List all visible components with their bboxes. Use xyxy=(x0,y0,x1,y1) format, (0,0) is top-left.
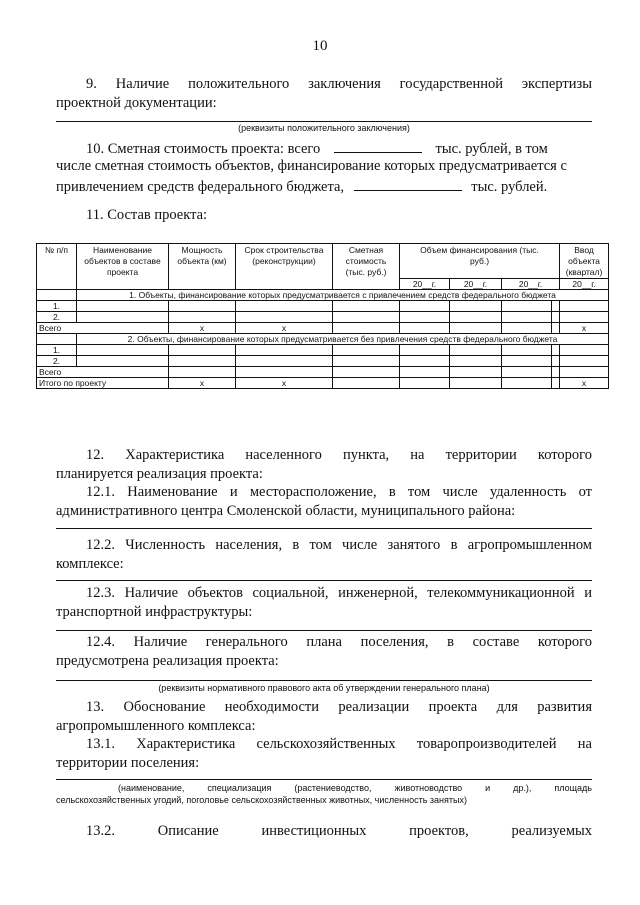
year-1: 20__г. xyxy=(400,279,450,290)
s12-1-line2: административного центра Смоленской области, муниципального района: xyxy=(56,503,516,519)
s10-line1-b: тыс. рублей, в том xyxy=(435,141,548,157)
table-header-row xyxy=(37,244,609,279)
s13-1-line2: территории поселения: xyxy=(56,755,200,771)
table-row xyxy=(37,345,609,356)
project-composition-table xyxy=(36,243,609,389)
s12-3-line1: 12.3. Наличие объектов социальной, инженерной, телекоммуникационной и xyxy=(86,585,592,601)
s10-line1 xyxy=(86,138,592,159)
s13-1-line1: 13.1. Характеристика сельскохозяйственных товаропроизводителей на xyxy=(86,736,592,752)
s12-3-line2: транспортной инфраструктуры: xyxy=(56,604,253,620)
s13-1-caption-line1: (наименование, специализация (растениеводство, животноводство и др.), площадь xyxy=(118,783,592,793)
row-number: 1. xyxy=(37,301,77,312)
page-number: 10 xyxy=(312,38,328,54)
x-mark: x xyxy=(560,378,609,389)
header-term: Срок строительства (реконструкции) xyxy=(236,244,333,290)
s13-1-fill-line xyxy=(56,779,592,780)
header-power: Мощность объекта (км) xyxy=(169,244,236,290)
total-label: Всего xyxy=(37,323,169,334)
table-total-row xyxy=(37,323,609,334)
s9-caption: (реквизиты положительного заключения) xyxy=(238,123,410,133)
x-mark: x xyxy=(236,323,333,334)
grand-total-label: Итого по проекту xyxy=(37,378,169,389)
year-3: 20__г. xyxy=(502,279,560,290)
s10-line3-a: привлечением средств федерального бюджета, xyxy=(56,179,345,195)
s12-2-line1: 12.2. Численность населения, в том числе занятого в агропромышленном xyxy=(86,537,592,553)
s11-title: 11. Состав проекта: xyxy=(86,207,208,223)
s10-line3-b: тыс. рублей. xyxy=(471,179,548,195)
header-commission: Ввод объекта (квартал) xyxy=(560,244,609,279)
table-total-row xyxy=(37,367,609,378)
s12-1-fill-line xyxy=(56,528,592,529)
s13-1-caption-line2: сельскохозяйственных угодий, поголовье сельскохозяйственных животных, численность занятых) xyxy=(56,795,467,805)
s9-fill-line xyxy=(56,121,592,122)
header-finance: Объем финансирования (тыс. руб.) xyxy=(400,244,560,279)
total-label: Всего xyxy=(37,367,169,378)
s12-4-fill-line xyxy=(56,680,592,681)
s13-line2: агропромышленного комплекса: xyxy=(56,718,256,734)
year-4: 20__г. xyxy=(560,279,609,290)
table-grand-total-row xyxy=(37,378,609,389)
row-number: 2. xyxy=(37,312,77,323)
s12-2-line2: комплексе: xyxy=(56,556,124,572)
s12-2-fill-line xyxy=(56,580,592,581)
section-2-title: 2. Объекты, финансирование которых предусматривается без привлечения средств федерального бюджета xyxy=(77,334,609,345)
s9-line1: 9. Наличие положительного заключения государственной экспертизы xyxy=(86,76,592,92)
s12-line2: планируется реализация проекта: xyxy=(56,466,263,482)
s10-line3 xyxy=(56,176,592,197)
x-mark: x xyxy=(560,323,609,334)
s13-line1: 13. Обоснование необходимости реализации проекта для развития xyxy=(86,699,592,715)
header-num: № п/п xyxy=(37,244,77,290)
row-number: 1. xyxy=(37,345,77,356)
s12-3-fill-line xyxy=(56,630,592,631)
table-section-row xyxy=(37,290,609,301)
s9-line2: проектной документации: xyxy=(56,95,217,111)
x-mark: x xyxy=(236,378,333,389)
s12-4-line2: предусмотрена реализация проекта: xyxy=(56,653,279,669)
s12-4-caption: (реквизиты нормативного правового акта об утверждении генерального плана) xyxy=(158,683,490,693)
table-section-row xyxy=(37,334,609,345)
header-name: Наименование объектов в составе проекта xyxy=(77,244,169,290)
x-mark: x xyxy=(169,378,236,389)
s12-line1: 12. Характеристика населенного пункта, на территории которого xyxy=(86,447,592,463)
s12-1-line1: 12.1. Наименование и месторасположение, в том числе удаленность от xyxy=(86,484,592,500)
s10-federal-blank xyxy=(354,176,462,191)
s10-line2: числе сметная стоимость объектов, финансирование которых предусматривается с xyxy=(56,158,567,174)
table-row xyxy=(37,301,609,312)
row-number: 2. xyxy=(37,356,77,367)
year-2: 20__г. xyxy=(450,279,502,290)
table-row xyxy=(37,356,609,367)
s13-2-line1: 13.2. Описание инвестиционных проектов, реализуемых xyxy=(86,823,592,839)
x-mark: x xyxy=(169,323,236,334)
s10-total-blank xyxy=(334,138,422,153)
s12-4-line1: 12.4. Наличие генерального плана поселения, в составе которого xyxy=(86,634,592,650)
table-row xyxy=(37,312,609,323)
section-1-title: 1. Объекты, финансирование которых предусматривается с привлечением средств федерального бюджета xyxy=(77,290,609,301)
header-cost: Сметная стоимость (тыс. руб.) xyxy=(333,244,400,290)
s10-line1-a: 10. Сметная стоимость проекта: всего xyxy=(86,141,321,157)
